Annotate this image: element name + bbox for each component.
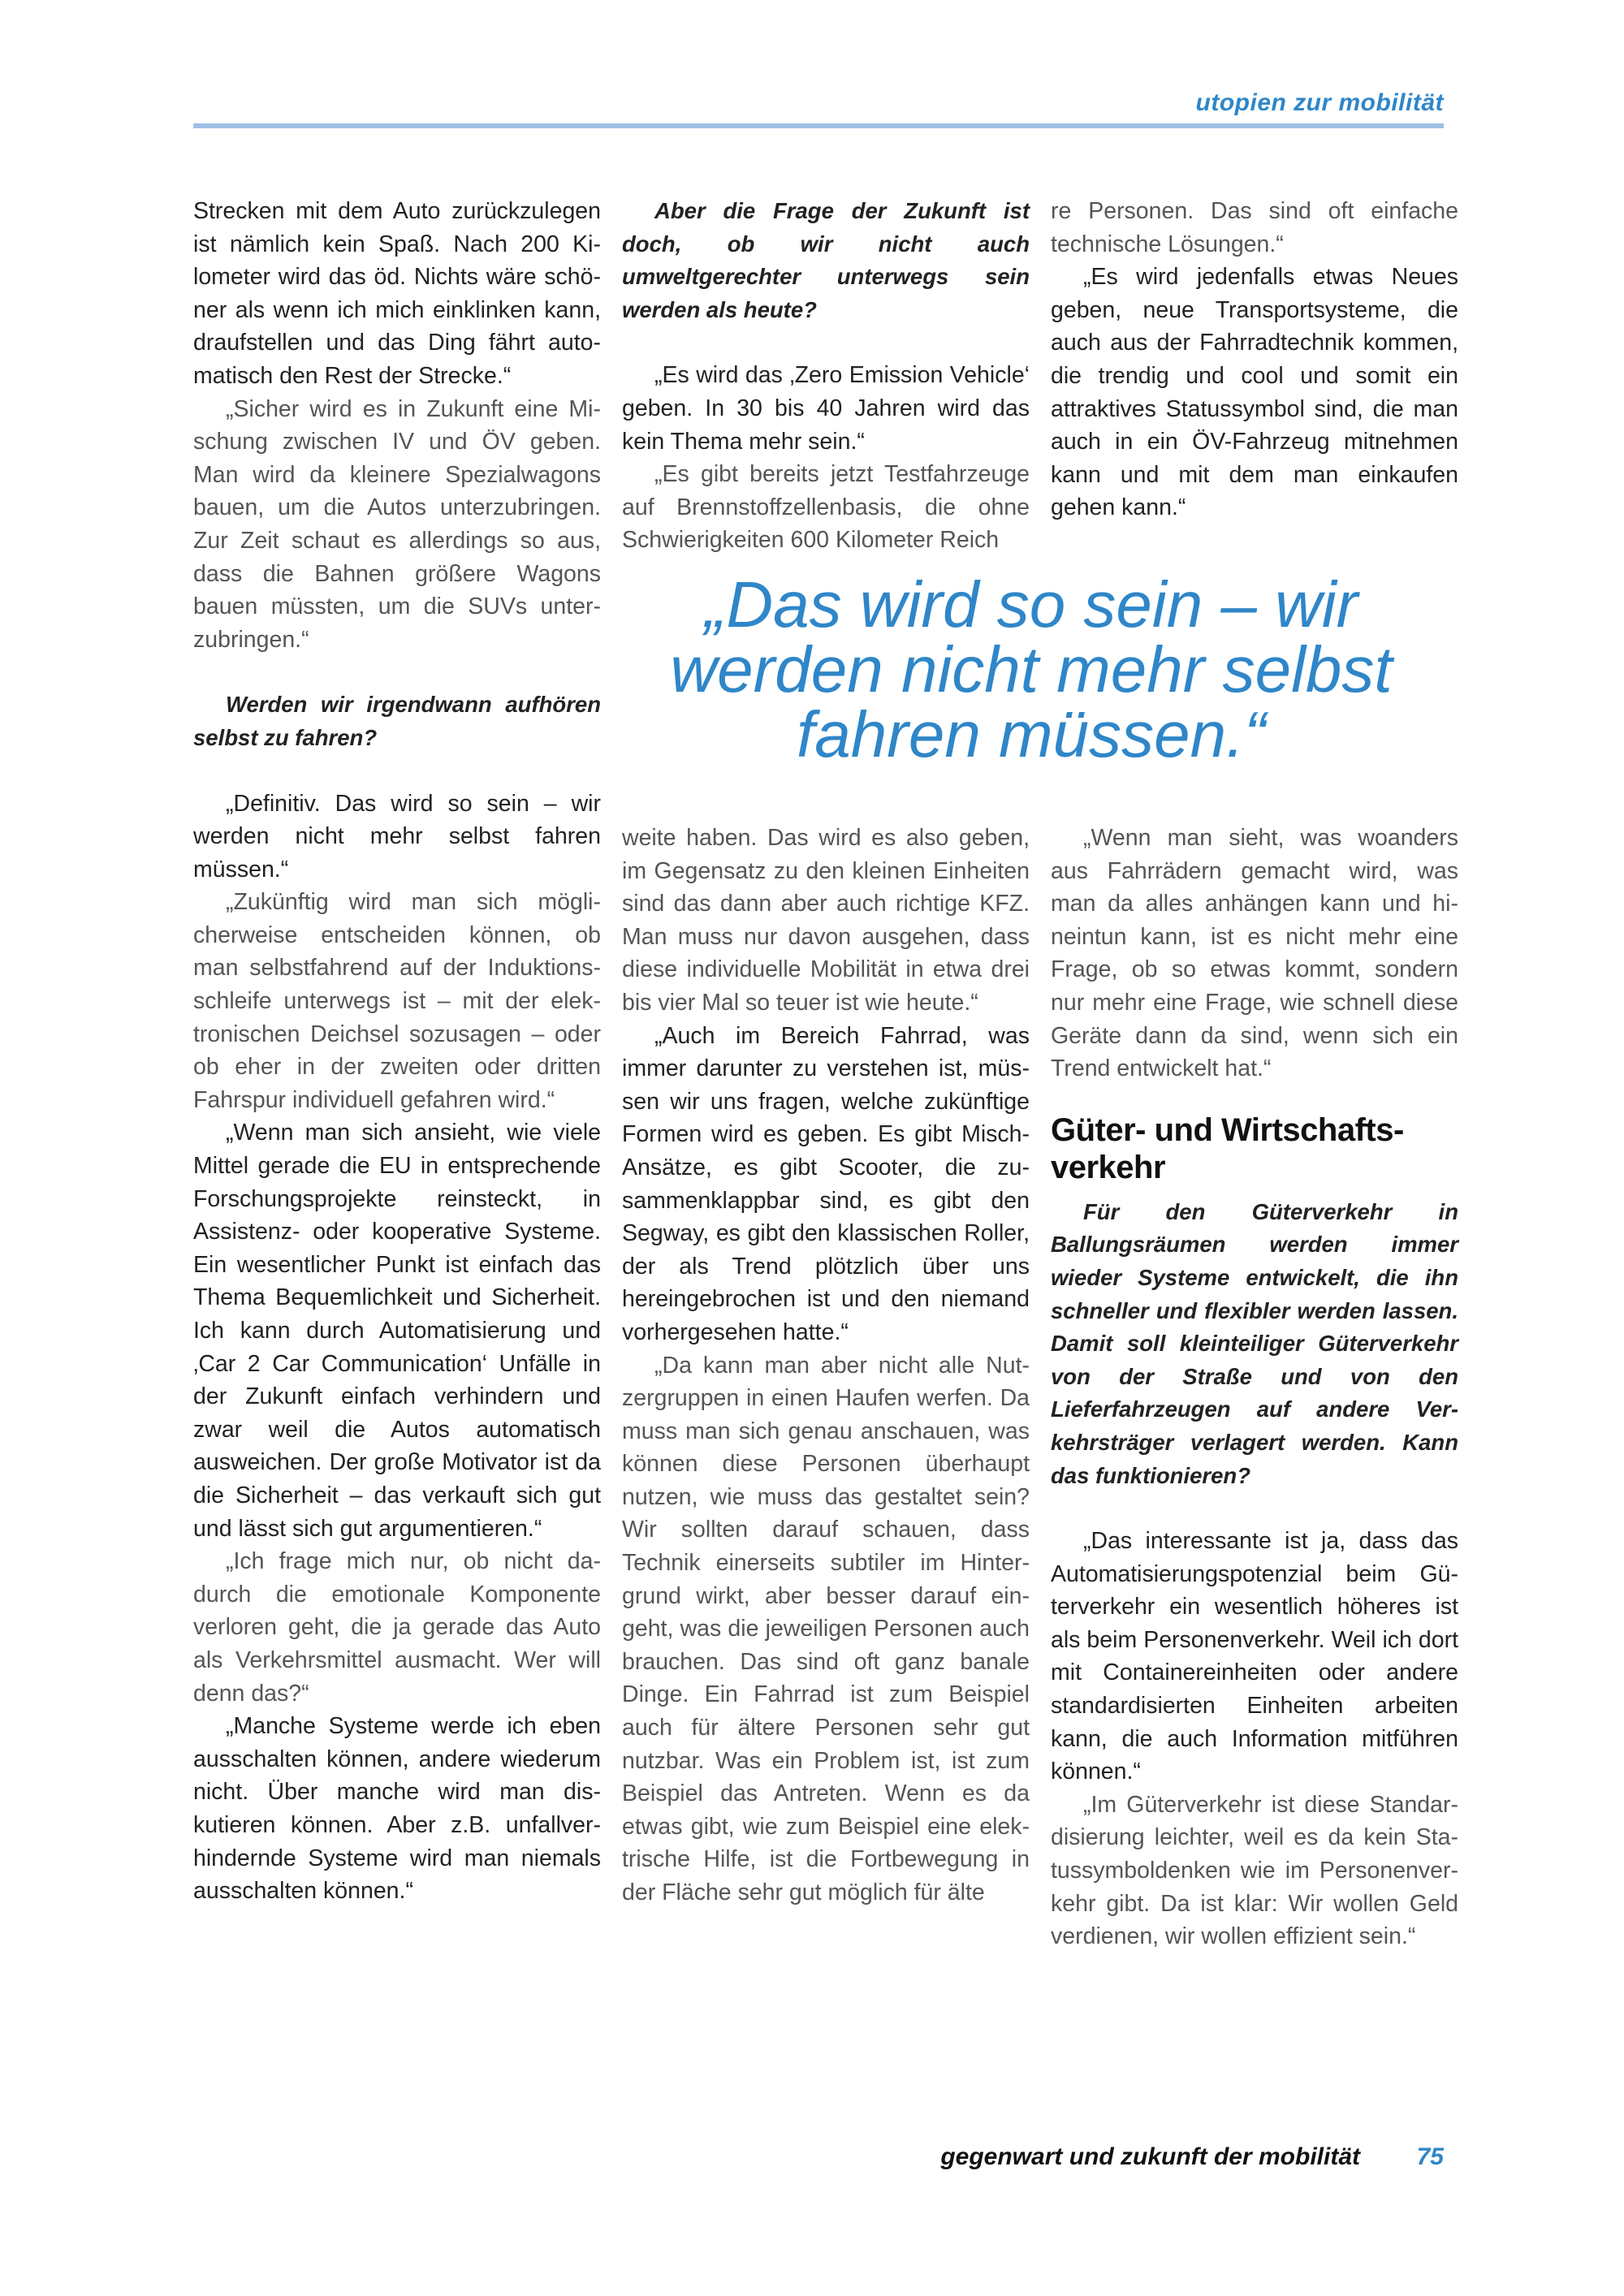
- pull-quote: „Das wird so sein – wir werden nicht mehr selbst fahren müssen.“: [670, 568, 1393, 770]
- spacer: [1051, 1492, 1458, 1525]
- header-rule: [193, 123, 1444, 128]
- paragraph: „Da kann man aber nicht alle Nutzergruppen in einen Haufen werfen. Da muss man sich genau anschauen, was können diese Personen überhaupt nutzen, wie muss das gestaltet sein? Wir sollten darauf schauen, dass Technik einerseits subtiler im Hintergrund wirkt, aber besser darauf eingeht, was die jeweiligen Personen auch brauchen. Das sind oft ganz banale Dinge. Ein Fahrrad ist zum Beispiel auch für ältere Personen sehr gut nutzbar. Was ein Problem ist, ist zum Beispiel das Antreten. Wenn es da etwas gibt, wie zum Beispiel eine elektrische Hilfe, ist die Fortbewegung in der Fläche sehr gut möglich für älte: [622, 1352, 1030, 1905]
- column-2-bottom: [622, 822, 1030, 1910]
- column-2-top: [622, 195, 1030, 557]
- paragraph: „Zukünftig wird man sich möglicherweise entscheiden können, ob man selbstfahrend auf der Induktionsschleife unterwegs ist – mit der elektronischen Deichsel sozusagen – oder ob eher in der zweiten oder dritten Fahrspur individuell gefahren wird.“: [193, 889, 601, 1113]
- spacer: [622, 326, 1030, 359]
- paragraph: „Sicher wird es in Zukunft eine Mischung zwischen IV und ÖV geben. Man wird da kleinere Spezialwagons bauen, um die Autos unterzubringen. Zur Zeit schaut es allerdings so aus, dass die Bahnen größere Wagons bauen müssten, um die SUVs unterzubringen.“: [193, 395, 601, 653]
- spacer: [193, 755, 601, 788]
- paragraph: „Wenn man sich ansieht, wie viele Mittel gerade die EU in entsprechende Forschungsprojekte reinsteckt, in Assistenz- oder kooperative Systeme. Ein wesentlicher Punkt ist einfach das Thema Bequemlichkeit und Sicherheit. Ich kann durch Automatisierung und ‚Car 2 Car Communication‘ Unfälle in der Zukunft einfach verhindern und zwar weil die Autos automatisch ausweichen. Der große Motivator ist da die Sicherheit – das verkauft sich gut und lässt sich gut argumentieren.“: [193, 1120, 601, 1542]
- paragraph: Strecken mit dem Auto zurückzulegen ist nämlich kein Spaß. Nach 200 Kilometer wird das öd. Nichts wäre schöner als wenn ich mich einklinken kann, draufstellen und das Ding fährt automatisch den Rest der Strecke.“: [193, 198, 601, 389]
- interview-question: Für den Güterverkehr in Ballungsräumen werden immer wieder Systeme entwickelt, die ihn schneller und flexibler werden lassen. Damit soll kleinteiliger Güterverkehr von der Straße und von den Lieferfahrzeugen auf andere Verkehrsträger verlagert werden. Kann das funktionieren?: [1051, 1198, 1458, 1488]
- column-3-top: [1051, 195, 1458, 524]
- section-heading: Güter- und Wirtschaftsverkehr: [1051, 1111, 1405, 1185]
- running-header-title: utopien zur mobilität: [1195, 89, 1444, 116]
- paragraph: „Auch im Bereich Fahrrad, was immer darunter zu verstehen ist, müssen wir uns fragen, welche zukünftige Formen wird es geben. Es gibt Misch-Ansätze, es gibt Scooter, die zusammenklappbar sind, es gibt den Segway, es gibt den klassischen Roller, der als Trend plötzlich über uns hereingebrochen ist und den niemand vorhergesehen hatte.“: [622, 1022, 1030, 1345]
- paragraph: „Wenn man sieht, was woanders aus Fahrrädern gemacht wird, was man da alles anhängen kann und hineintun kann, ist es nicht mehr eine Frage, ob so etwas kommt, sondern nur mehr eine Frage, wie schnell diese Geräte dann da sind, wenn sich ein Trend entwickelt hat.“: [1051, 825, 1458, 1082]
- spacer: [193, 656, 601, 688]
- paragraph: re Personen. Das sind oft einfache technische Lösungen.“: [1051, 198, 1458, 257]
- paragraph: weite haben. Das wird es also geben, im Gegensatz zu den kleinen Einheiten sind das dann aber auch richtige KFZ. Man muss nur davon ausgehen, dass diese individuelle Mobilität in etwa drei bis vier Mal so teuer ist wie heute.“: [622, 825, 1030, 1016]
- paragraph: „Es wird jedenfalls etwas Neues geben, neue Transportsysteme, die auch aus der Fahrradtechnik kommen, die trendig und cool und somit ein attraktives Statussymbol sind, die man auch in ein ÖV-Fahrzeug mitnehmen kann und mit dem man einkaufen gehen kann.“: [1051, 264, 1458, 521]
- page-number: 75: [1416, 2143, 1444, 2170]
- column-3-bottom: [1051, 822, 1458, 1953]
- running-footer-title: gegenwart und zukunft der mobilität: [940, 2143, 1360, 2170]
- paragraph: „Es gibt bereits jetzt Testfahrzeuge auf Brennstoffzellenbasis, die ohne Schwierigkeiten 600 Kilometer Reich: [622, 461, 1030, 554]
- paragraph: „Definitiv. Das wird so sein – wir werden nicht mehr selbst fahren müssen.“: [193, 790, 601, 883]
- interview-question: Werden wir irgendwann aufhören selbst zu fahren?: [193, 692, 601, 750]
- paragraph: „Ich frage mich nur, ob nicht dadurch die emotionale Komponente verloren geht, die ja gerade das Auto als Verkehrsmittel ausmacht. Wer will denn das?“: [193, 1548, 601, 1707]
- column-1: [193, 195, 601, 1908]
- paragraph: „Im Güterverkehr ist diese Standardisierung leichter, weil es da kein Statussymboldenken wie im Personenverkehr gibt. Da ist klar: Wir wollen Geld verdienen, wir wollen effizient sein.“: [1051, 1791, 1458, 1950]
- paragraph: „Es wird das ‚Zero Emission Vehicle‘ geben. In 30 bis 40 Jahren wird das kein Thema mehr sein.“: [622, 362, 1030, 455]
- interview-question: Aber die Frage der Zukunft ist doch, ob wir nicht auch umweltgerechter unterwegs sein werden als heute?: [622, 198, 1030, 322]
- paragraph: „Das interessante ist ja, dass das Automatisierungspotenzial beim Güterverkehr ein wesentlich höheres ist als beim Personenverkehr. Weil ich dort mit Containereinheiten oder andere standardisierten Einheiten arbeiten kann, die auch Information mitführen können.“: [1051, 1528, 1458, 1785]
- paragraph: „Manche Systeme werde ich eben ausschalten können, andere wiederum nicht. Über manche wird man diskutieren können. Aber z.B. unfallverhindernde Systeme wird man niemals ausschalten können.“: [193, 1713, 601, 1905]
